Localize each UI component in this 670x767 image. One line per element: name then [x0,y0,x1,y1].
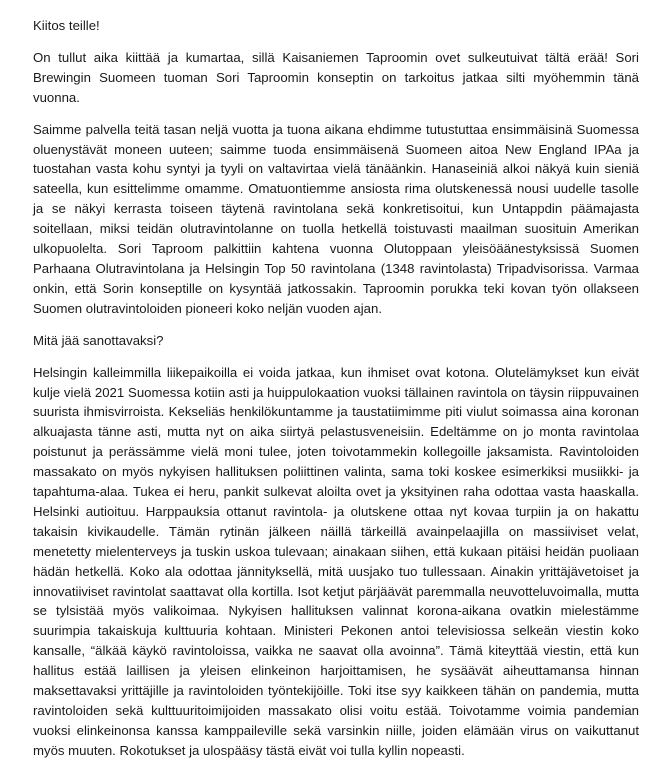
paragraph-history: Saimme palvella teitä tasan neljä vuotta ja tuona aikana ehdimme tutustuttaa ensimmäisinä Suomessa oluenystävät moneen uuteen; saimme tuoda ensimmäisenä Suomeen aitoa New England IPAa ja tuostahan vasta kohu syntyi ja tyyli on valtavirtaa vielä tänäänkin. Hanaseiniä alkoi näkyä kuin sieniä sateella, kun esittelimme omamme. Omatuontiemme ansiosta rima olutskenessä nousi uudelle tasolle ja se näkyi kerrasta toiseen täytenä ravintolana sekä konkretisoitui, kun Untappdin päämajasta soitellaan, miksi teidän olutravintolanne on tuolla hetkellä toistuvasti maailman suosituin Amerikan ulkopuolelta. Sori Taproom palkittiin kahtena vuonna Olutoppaan yleisöäänestyksissä Suomen Parhaana Olutravintolana ja Helsingin Top 50 ravintolana (1348 ravintolasta) Tripadvisorissa. Varmaa onkin, että Sorin konseptille on kysyntää jatkossakin. Taproomin porukka teki kovan työn ollakseen Suomen olutravintoloiden pioneeri koko neljän vuoden ajan. [33,121,639,316]
paragraph-closing-announcement: On tullut aika kiittää ja kumartaa, sillä Kaisaniemen Taproomin ovet sulkeutuivat tältä erää! Sori Brewingin Suomeen tuoman Sori Taproomin konseptin on tarkoitus jatkaa silti myöhemmin tänä vuonna. [33,49,639,105]
section-heading: Mitä jää sanottavaksi? [33,332,164,348]
greeting: Kiitos teille! [33,18,100,33]
paragraph-reflection: Helsingin kalleimmilla liikepaikoilla ei voida jatkaa, kun ihmiset ovat kotona. Olutelämykset kun eivät kulje vielä 2021 Suomessa kotiin asti ja huippulokaation vuoksi tällainen ravintola on täysin riippuvainen suurista ihmisvirroista. Kekseliäs henkilökuntamme ja taustatiimimme piti viulut soimassa aina koronan alkuajasta tänne asti, mutta nyt on aika siirtyä pelastusveneisiin. Edeltämme on jo monta ravintolaa poistunut ja perässämme vielä moni tulee, joten toivotammekin kollegoille jaksamista. Ravintoloiden massakato on myös nykyisen hallituksen poliittinen valinta, sama toki koskee esimerkiksi musiikki- ja tapahtuma-alaa. Tukea ei heru, pankit sulkevat aloilta ovet ja yksityinen raha odottaa vasta haaskalla. Helsinki autioituu. Harppauksia ottanut ravintola- ja olutskene ottaa nyt kovaa turpiin ja on hakattu takaisin kivikaudelle. Tämän rytinän jälkeen näillä tärkeillä avainpelaajilla on massiiviset velat, menetetty mielenterveys ja tuskin uskoa tulevaan; ainakaan siihen, että kukaan pitäisi heidän puoliaan hädän hetkellä. Koko ala odottaa jännityksellä, mitä uusjako tuo tullessaan. Ainakin yrittäjävetoiset ja innovatiiviset ravintolat saattavat olla kortilla. Isot ketjut pärjäävät paremmalla neuvotteluvoimalla, mutta se tylsistää myös valikoimaa. Nykyisen hallituksen valinnat korona-aikana ovatkin mielestämme suurimpia takaiskuja kulttuuria kohtaan. Ministeri Pekonen antoi televisiossa selkeän viestin koko kansalle, “älkää käykö ravintoloissa, vaikka ne saavat olla avoinna”. Tämä kiteyttää viestin, että kun hallitus estää laillisen ja yleisen elinkeinon harjoittamisen, he sysäävät aiheuttamansa hinnan maksettavaksi yrittäjille ja ravintoloiden työntekijöille. Toki itse syy kaikkeen tähän on pandemia, mutta ravintoloiden sekä kulttuuritoimijoiden massakato olisi voitu estää. Toivotamme voimia pandemian vuoksi elinkeinonsa kanssa kamppaileville sekä varsinkin niille, joiden elämään virus on vaikuttanut myös muuten. Rokotukset ja ulospääsy tästä eivät voi tulla kyllin nopeasti. [33,364,639,758]
